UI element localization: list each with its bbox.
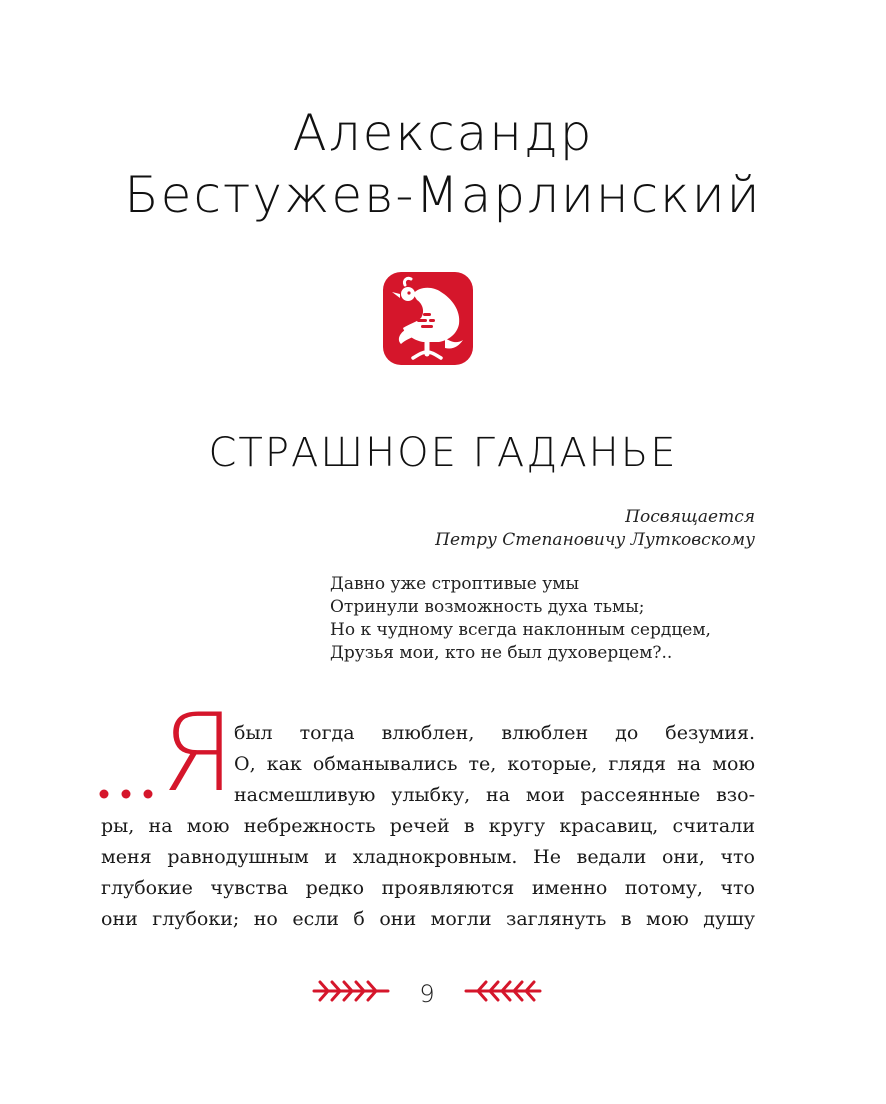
left-branch-ornament-icon — [310, 978, 390, 1004]
author-first-name: Александр — [292, 104, 594, 162]
epigraph — [330, 573, 711, 665]
dedication-recipient: Петру Степановичу Лутковскому — [435, 530, 755, 550]
body-line: насмешливую улыбку, на мои рассеянные взо- — [234, 784, 755, 806]
body-line: меня равнодушным и хладнокровным. Не ведали они, что — [101, 846, 755, 868]
epigraph-line: Давно уже строптивые умы — [330, 574, 580, 594]
ellipsis-dots-icon — [96, 786, 160, 802]
epigraph-line: Друзья мои, кто не был духоверцем?.. — [330, 643, 673, 663]
epigraph-line: Отринули возможность духа тьмы; — [330, 597, 645, 617]
body-line: они глубоки; но если б они могли заглянуть в мою душу — [101, 908, 755, 930]
right-branch-ornament-icon — [464, 978, 544, 1004]
bird-tree-emblem-icon — [383, 272, 473, 365]
body-line: глубокие чувства редко проявляются именно потому, что — [101, 877, 755, 899]
dedication-line: Посвящается — [625, 507, 755, 527]
body-line: ры, на мою небрежность речей в кругу красавиц, считали — [101, 815, 755, 837]
body-line: был тогда влюблен, влюблен до безумия. — [234, 722, 755, 744]
story-title: СТРАШНОЕ ГАДАНЬЕ — [208, 430, 678, 476]
body-line: О, как обманывались те, которые, глядя на мою — [234, 753, 755, 775]
page-number: 9 — [419, 980, 435, 1008]
epigraph-line: Но к чудному всегда наклонным сердцем, — [330, 620, 711, 640]
drop-cap: Я — [160, 691, 236, 816]
author-last-name: Бестужев-Марлинский — [124, 166, 762, 224]
